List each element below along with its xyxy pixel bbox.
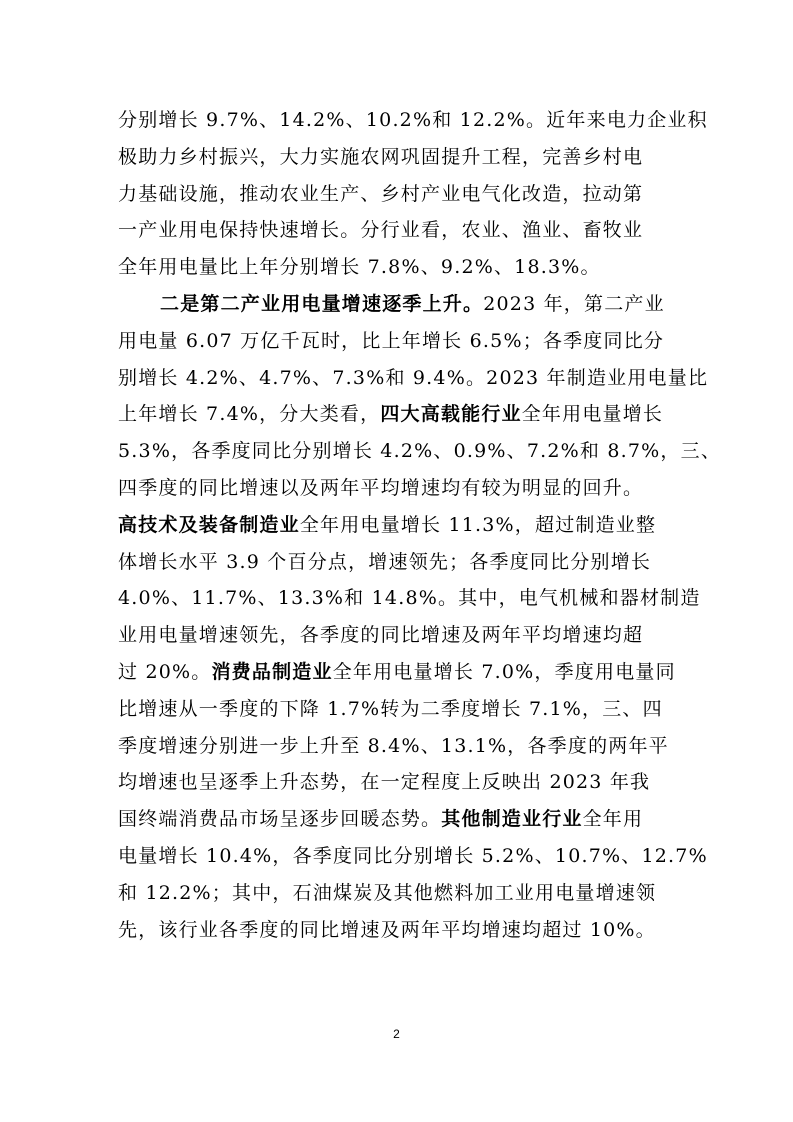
- text-line: [118, 323, 678, 360]
- text-run: 全年用: [582, 808, 644, 831]
- text-run: 力基础设施，推动农业生产、乡村产业电气化改造，拉动第: [118, 182, 644, 205]
- text-line: [118, 507, 678, 544]
- text-run: 上年增长 7.4%，分大类看，: [118, 403, 381, 426]
- text-run: 分别增长 9.7%、14.2%、10.2%和 12.2%。近年来电力企业积: [118, 109, 708, 131]
- text-run: 一产业用电保持快速增长。分行业看，农业、渔业、畜牧业: [118, 219, 644, 242]
- text-run: 国终端消费品市场呈逐步回暖态势。: [118, 808, 442, 831]
- text-run: 先，该行业各季度的同比增速及两年平均增速均超过 10%。: [118, 918, 656, 941]
- text-line: [118, 801, 678, 838]
- text-run: 用电量 6.07 万亿千瓦时，比上年增长 6.5%；各季度同比分: [118, 329, 665, 352]
- text-run: 业用电量增速领先，各季度的同比增速及两年平均增速均超: [118, 624, 644, 647]
- text-line: [118, 470, 678, 507]
- text-line: [118, 286, 678, 323]
- text-line: [118, 176, 678, 213]
- text-line: [118, 139, 678, 176]
- text-run: 季度增速分别进一步上升至 8.4%、13.1%，各季度的两年平: [118, 734, 669, 757]
- text-run: 过 20%。: [118, 660, 212, 683]
- text-line: [118, 875, 678, 912]
- text-run: 5.3%，各季度同比分别增长 4.2%、0.9%、7.2%和 8.7%，三、: [118, 440, 722, 463]
- text-run: 极助力乡村振兴，大力实施农网巩固提升工程，完善乡村电: [118, 145, 644, 168]
- text-run: 均增速也呈逐季上升态势，在一定程度上反映出 2023 年我: [118, 771, 651, 794]
- bold-phrase: 四大高载能行业: [380, 403, 522, 426]
- text-line: [118, 838, 708, 875]
- body-text: [118, 102, 722, 948]
- text-line: [118, 617, 678, 654]
- text-line: [118, 396, 678, 433]
- text-run: 别增长 4.2%、4.7%、7.3%和 9.4%。2023 年制造业用电量比: [118, 366, 709, 389]
- text-line: [118, 544, 678, 581]
- text-line: [118, 433, 722, 470]
- text-line: [118, 249, 678, 286]
- text-line: [118, 102, 708, 139]
- text-line: [118, 360, 709, 397]
- text-line: [118, 212, 678, 249]
- text-run: 比增速从一季度的下降 1.7%转为二季度增长 7.1%，三、四: [118, 697, 663, 720]
- text-line: [118, 580, 701, 617]
- text-run: 和 12.2%；其中，石油煤炭及其他燃料加工业用电量增速领: [118, 881, 657, 904]
- page-number: 2: [393, 1027, 400, 1041]
- text-run: 全年用电量增长 7.0%，季度用电量同: [332, 660, 676, 683]
- text-line: [118, 654, 678, 691]
- text-run: 全年用电量增长: [521, 403, 664, 426]
- text-run: 4.0%、11.7%、13.3%和 14.8%。其中，电气机械和器材制造: [118, 587, 701, 610]
- bold-phrase: 高技术及装备制造业: [118, 513, 300, 536]
- text-run: 四季度的同比增速以及两年平均增速均有较为明显的回升。: [118, 476, 644, 499]
- text-line: [118, 912, 678, 949]
- bold-phrase: 其他制造业行业: [441, 808, 583, 831]
- text-line: [118, 728, 678, 765]
- text-run: 2023 年，第二产业: [483, 292, 665, 315]
- text-line: [118, 691, 678, 728]
- text-run: 全年用电量比上年分别增长 7.8%、9.2%、18.3%。: [118, 256, 601, 279]
- bold-phrase: 消费品制造业: [211, 660, 333, 683]
- text-line: [118, 764, 678, 801]
- text-run: 电量增长 10.4%，各季度同比分别增长 5.2%、10.7%、12.7%: [118, 844, 708, 867]
- bold-phrase: 二是第二产业用电量增速逐季上升。: [160, 292, 484, 315]
- text-run: 全年用电量增长 11.3%，超过制造业整: [299, 513, 657, 536]
- text-run: 体增长水平 3.9 个百分点，增速领先；各季度同比分别增长: [118, 550, 652, 573]
